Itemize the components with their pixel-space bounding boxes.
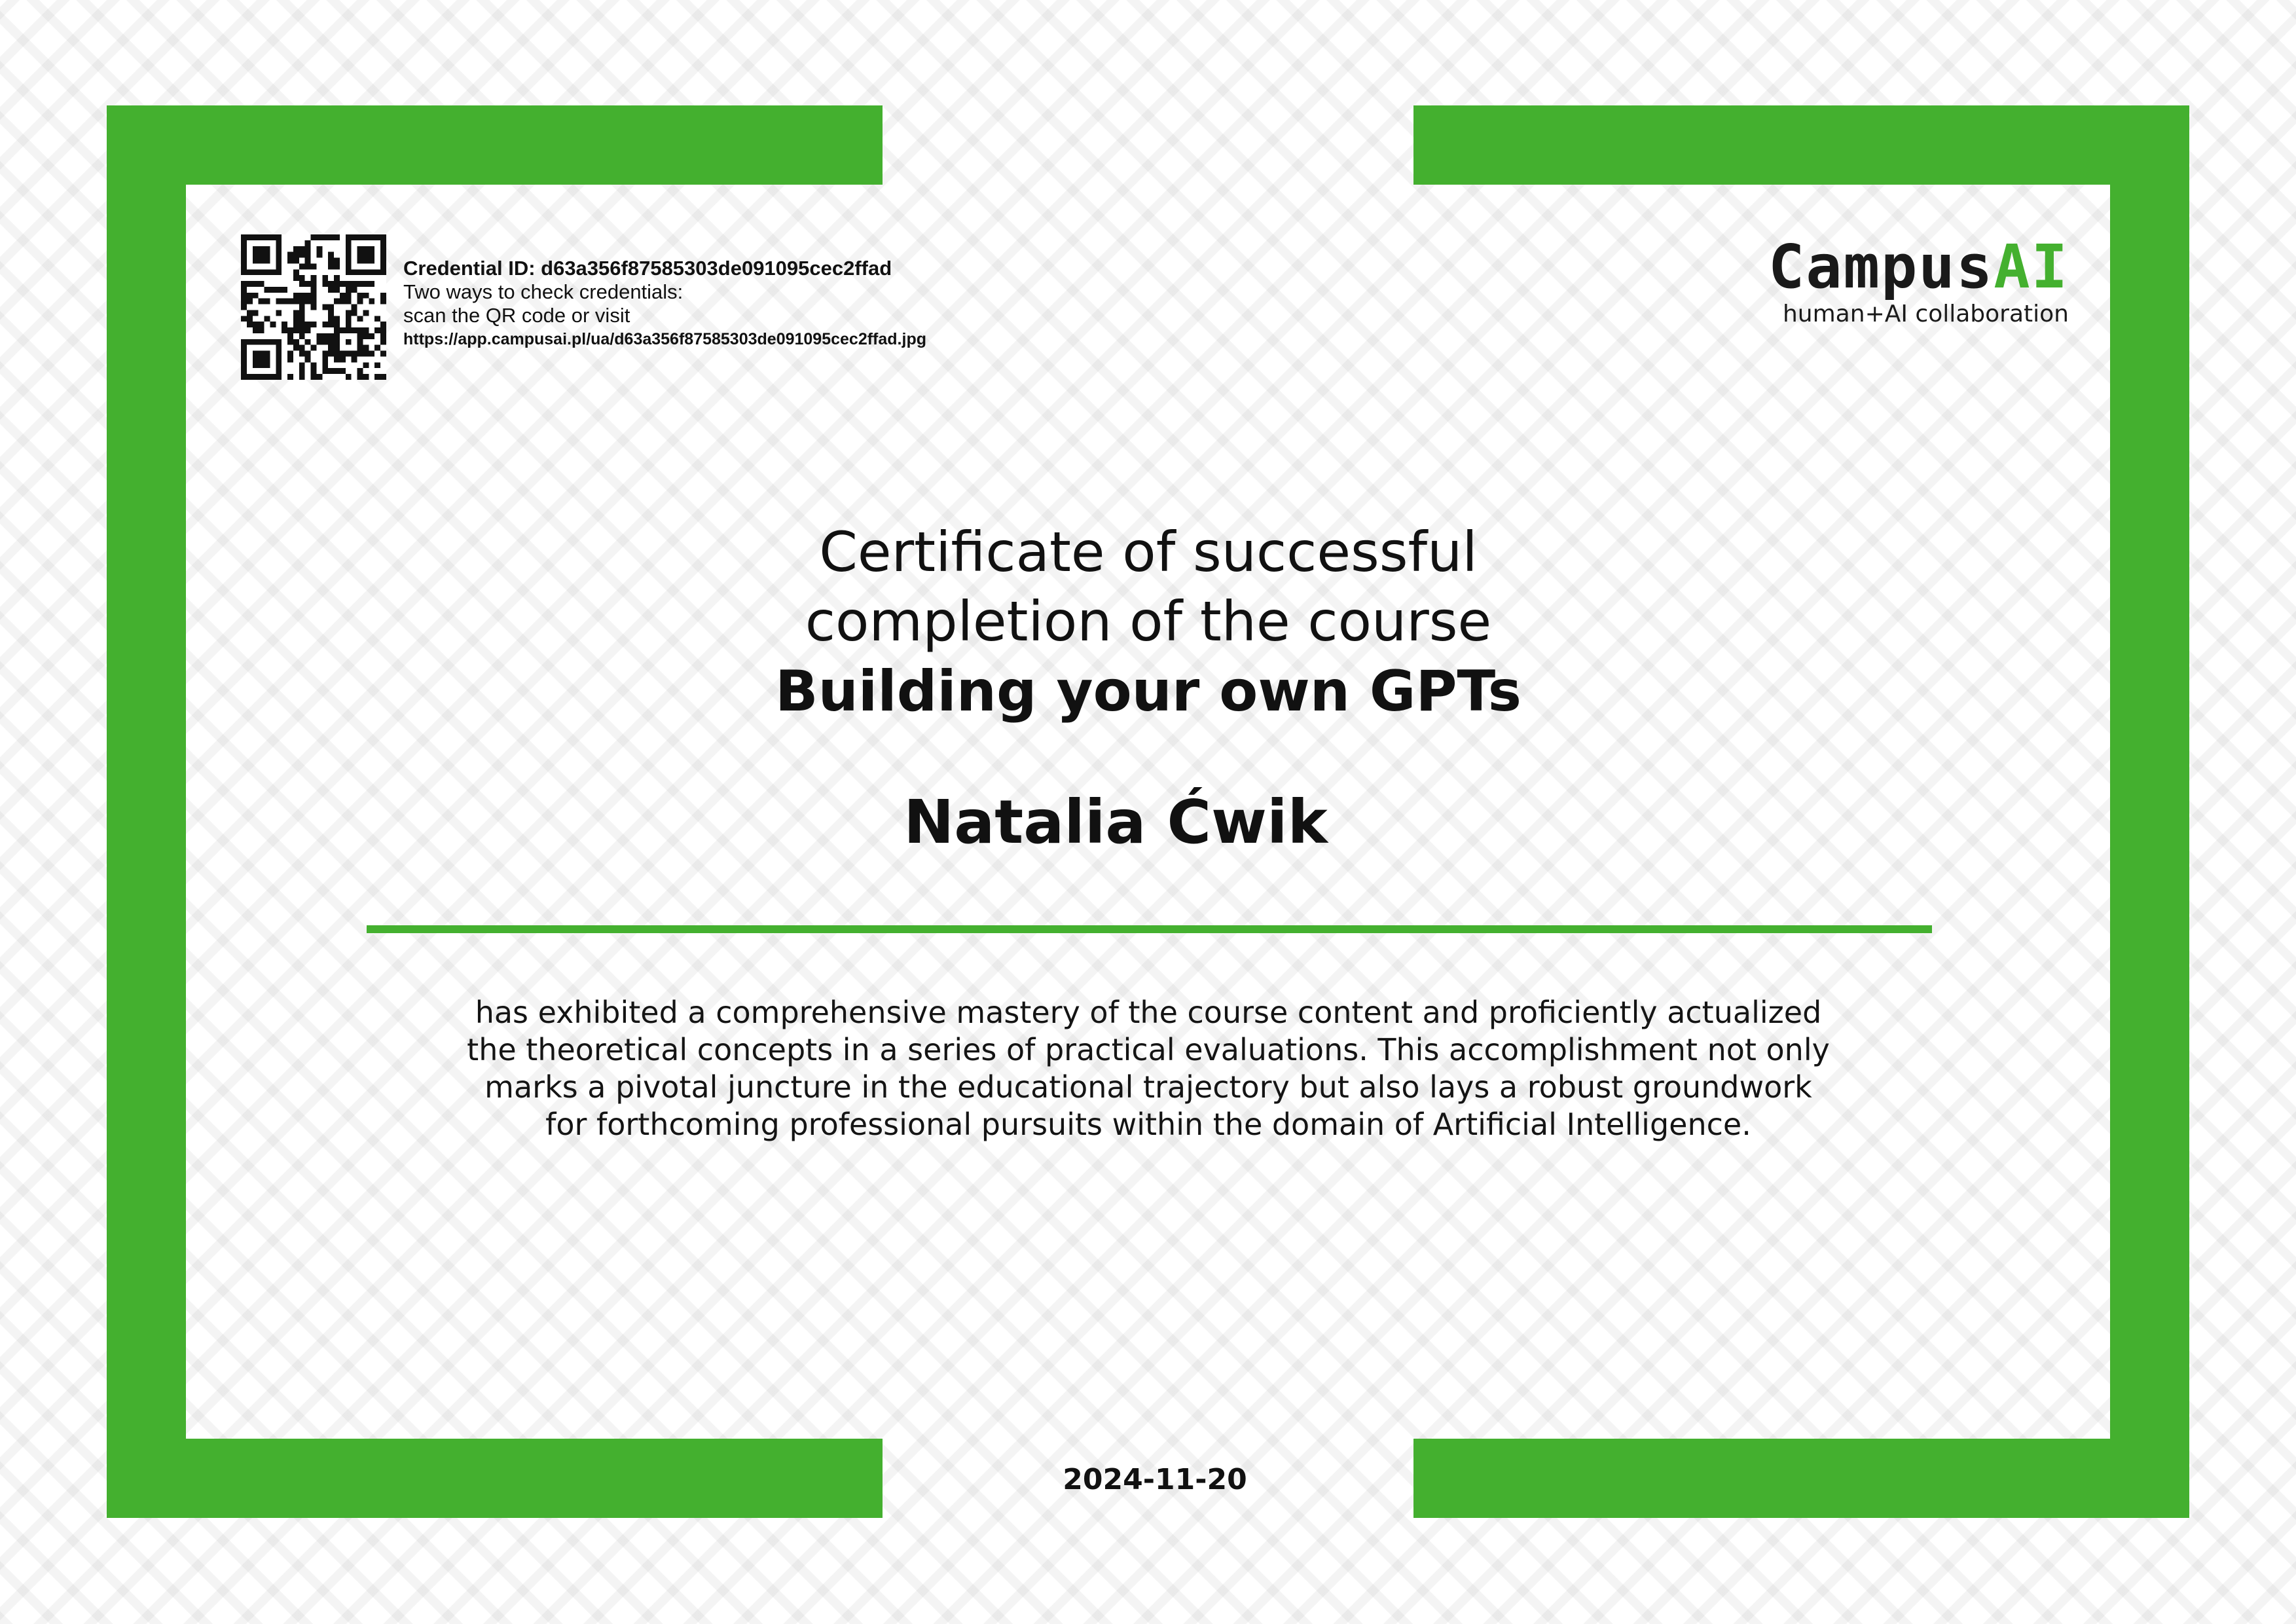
credential-instruction-2: scan the QR code or visit	[403, 304, 630, 327]
heading-line-1: Certificate of successful	[819, 520, 1478, 584]
course-title: Building your own GPTs	[775, 659, 1522, 724]
logo-word-campus: Campus	[1768, 232, 1994, 302]
frame-bar-top-left	[107, 105, 883, 185]
logo-tagline: human+AI collaboration	[1782, 301, 2069, 327]
qr-code-icon	[241, 234, 386, 380]
recipient-name: Natalia Ćwik	[903, 787, 1328, 857]
certificate-body	[363, 994, 1934, 1143]
body-line-1: has exhibited a comprehensive mastery of the course content and proficiently actualized	[475, 995, 1822, 1030]
certificate-heading	[494, 517, 1803, 727]
body-line-2: the theoretical concepts in a series of practical evaluations. This accomplishment not only	[467, 1032, 1830, 1067]
logo-word-ai: AI	[1994, 232, 2069, 302]
credential-instruction-1: Two ways to check credentials:	[403, 280, 683, 303]
body-line-3: marks a pivotal juncture in the educational trajectory but also lays a robust groundwork	[484, 1069, 1812, 1105]
frame-bar-bottom-right	[1413, 1439, 2189, 1518]
campusai-logo	[1728, 234, 2069, 327]
logo-wordmark	[1728, 234, 2069, 300]
frame-bar-top-right	[1413, 105, 2189, 185]
divider-line	[367, 925, 1932, 933]
frame-bar-left	[107, 105, 186, 1518]
credential-url: https://app.campusai.pl/ua/d63a356f87585303de091095cec2ffad.jpg	[403, 330, 926, 348]
credential-block	[403, 257, 1058, 351]
credential-id: Credential ID: d63a356f87585303de091095cec2ffad	[403, 257, 892, 280]
issue-date: 2024-11-20	[1063, 1463, 1247, 1496]
frame-bar-bottom-left	[107, 1439, 883, 1518]
body-line-4: for forthcoming professional pursuits within the domain of Artificial Intelligence.	[545, 1107, 1751, 1142]
heading-line-2: completion of the course	[805, 589, 1492, 654]
frame-bar-right	[2110, 105, 2189, 1518]
